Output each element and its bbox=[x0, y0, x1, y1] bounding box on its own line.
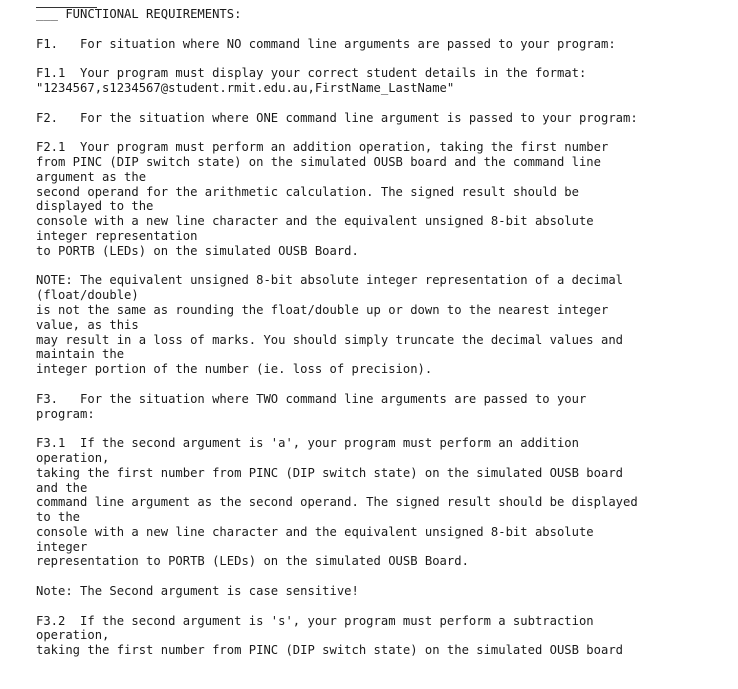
blank-line bbox=[36, 569, 726, 584]
section-heading: ___ FUNCTIONAL REQUIREMENTS: bbox=[36, 7, 242, 21]
note-text: NOTE: The equivalent unsigned 8-bit absolute integer representation of a decimal bbox=[36, 273, 623, 288]
f2-1-text: to PORTB (LEDs) on the simulated OUSB Board. bbox=[36, 243, 359, 258]
f1-heading: F1. For situation where NO command line arguments are passed to your program: bbox=[36, 36, 616, 51]
f2-1-text: displayed to the bbox=[36, 199, 154, 214]
f3-2-text: F3.2 If the second argument is 's', your program must perform a subtraction bbox=[36, 613, 594, 628]
f2-1-text: from PINC (DIP switch state) on the simulated OUSB board and the command line bbox=[36, 154, 601, 169]
blank-line bbox=[36, 22, 726, 37]
note-text: maintain the bbox=[36, 347, 125, 362]
case-note: Note: The Second argument is case sensitive! bbox=[36, 584, 359, 599]
note-text: value, as this bbox=[36, 317, 139, 332]
blank-line bbox=[36, 421, 726, 436]
blank-line bbox=[36, 599, 726, 614]
note-text: integer portion of the number (ie. loss of precision). bbox=[36, 362, 433, 377]
f2-heading: F2. For the situation where ONE command line argument is passed to your program: bbox=[36, 110, 638, 125]
f2-1-text: second operand for the arithmetic calculation. The signed result should be bbox=[36, 184, 579, 199]
f3-1-text: command line argument as the second operand. The signed result should be displayed bbox=[36, 495, 638, 510]
f3-1-text: taking the first number from PINC (DIP switch state) on the simulated OUSB board bbox=[36, 465, 623, 480]
f3-2-text: taking the first number from PINC (DIP switch state) on the simulated OUSB board bbox=[36, 643, 623, 658]
f2-1-text: integer representation bbox=[36, 228, 198, 243]
f3-1-text: to the bbox=[36, 510, 81, 525]
f2-1-text: argument as the bbox=[36, 169, 147, 184]
blank-line bbox=[36, 259, 726, 274]
blank-line bbox=[36, 125, 726, 140]
f3-1-text: console with a new line character and the equivalent unsigned 8-bit absolute bbox=[36, 524, 594, 539]
f3-1-text: and the bbox=[36, 480, 88, 495]
f1-1-format: "1234567,s1234567@student.rmit.edu.au,FirstName_LastName" bbox=[36, 80, 455, 95]
blank-line bbox=[36, 96, 726, 111]
f3-1-text: integer bbox=[36, 539, 88, 554]
note-text: is not the same as rounding the float/double up or down to the nearest integer bbox=[36, 302, 609, 317]
f1-1-text: F1.1 Your program must display your correct student details in the format: bbox=[36, 66, 587, 81]
requirements-document bbox=[36, 0, 726, 658]
f3-heading: F3. For the situation where TWO command line arguments are passed to your bbox=[36, 391, 587, 406]
f3-1-text: representation to PORTB (LEDs) on the simulated OUSB Board. bbox=[36, 554, 469, 569]
f2-1-text: console with a new line character and the equivalent unsigned 8-bit absolute bbox=[36, 214, 594, 229]
blank-line bbox=[36, 51, 726, 66]
f3-heading: program: bbox=[36, 406, 95, 421]
f2-1-text: F2.1 Your program must perform an addition operation, taking the first number bbox=[36, 140, 609, 155]
f3-1-text: F3.1 If the second argument is 'a', your program must perform an addition bbox=[36, 436, 579, 451]
f3-1-text: operation, bbox=[36, 450, 110, 465]
blank-line bbox=[36, 377, 726, 392]
note-text: (float/double) bbox=[36, 288, 139, 303]
f3-2-text: operation, bbox=[36, 628, 110, 643]
note-text: may result in a loss of marks. You should simply truncate the decimal values and bbox=[36, 332, 623, 347]
